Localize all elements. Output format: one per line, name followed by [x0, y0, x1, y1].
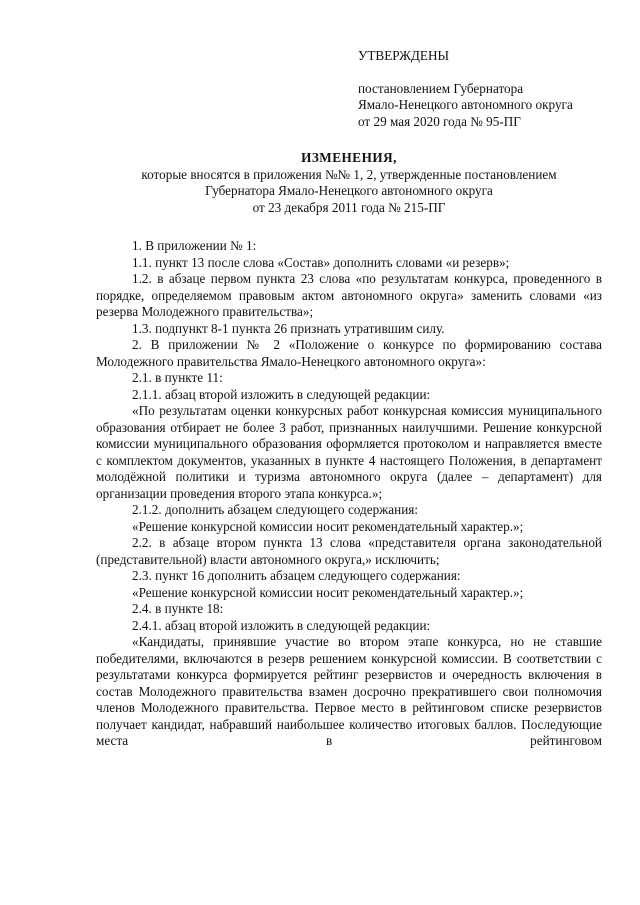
document-heading — [96, 150, 602, 216]
body-paragraph: 1. В приложении № 1: — [132, 238, 257, 253]
body-paragraph: 1.1. пункт 13 после слова «Состав» дополнить словами «и резерв»; — [132, 254, 510, 270]
document-subtitle-line: которые вносятся в приложения №№ 1, 2, утвержденные постановлением — [141, 166, 557, 182]
body-paragraph: 1.2. в абзаце первом пункта 23 слова «по результатам конкурса, проведенного в порядке, определяемом правовым актом автономного округа» заменить словами «из резерва Молодежного правительства»; — [96, 271, 602, 319]
approval-line: Ямало-Ненецкого автономного округа — [358, 97, 573, 112]
body-paragraph: 2.1.2. дополнить абзацем следующего содержания: — [132, 502, 418, 517]
approval-title: УТВЕРЖДЕНЫ — [358, 48, 450, 63]
body-paragraph: 1.3. подпункт 8-1 пункта 26 признать утратившим силу. — [132, 320, 445, 336]
approval-line: от 29 мая 2020 года № 95-ПГ — [358, 113, 521, 129]
body-paragraph: 2.1. в пункте 11: — [132, 370, 223, 385]
body-paragraph: «По результатам оценки конкурсных работ конкурсная комиссия муниципального образования отбирает не более 3 работ, признанных наилучшими. Решение конкурсной комиссии муниципального образования оформляется протоколом и направляется вместе с комплектом документов, указанных в пункте 4 настоящего Положения, в департамент молодёжной политики и туризма автономного округа (далее – департамент) для организации проведения второго этапа конкурса.»; — [96, 403, 602, 501]
body-paragraph: 2.4.1. абзац второй изложить в следующей редакции: — [132, 617, 431, 633]
body-paragraph: 2.3. пункт 16 дополнить абзацем следующего содержания: — [132, 568, 461, 583]
body-paragraph: «Решение конкурсной комиссии носит рекомендательный характер.»; — [132, 584, 524, 600]
document-body — [96, 238, 602, 750]
document-title: ИЗМЕНЕНИЯ, — [301, 150, 397, 165]
body-paragraph: «Кандидаты, принявшие участие во втором этапе конкурса, но не ставшие победителями, включаются в резерв решением конкурсной комиссии. В соответствии с результатами конкурса формируется рейтинг резервистов и очередность включения в состав Молодежного правительства взамен досрочно прекратившего свои полномочия членов Молодежного правительства. Первое место в рейтинговом списке резервистов получает кандидат, набравший наибольшее количество итоговых баллов. Последующие места в рейтинговом — [96, 634, 602, 748]
body-paragraph: 2.1.1. абзац второй изложить в следующей редакции: — [132, 386, 431, 402]
approval-block — [358, 48, 618, 130]
document-subtitle-line: от 23 декабря 2011 года № 215-ПГ — [252, 199, 446, 215]
body-paragraph: 2.2. в абзаце втором пункта 13 слова «представителя органа законодательной (представительной) власти автономного округа,» исключить; — [96, 535, 602, 567]
approval-line: постановлением Губернатора — [358, 80, 524, 96]
body-paragraph: 2. В приложении № 2 «Положение о конкурсе по формированию состава Молодежного правительства Ямало-Ненецкого автономного округа»: — [96, 337, 602, 369]
body-paragraph: «Решение конкурсной комиссии носит рекомендательный характер.»; — [132, 518, 524, 534]
document-subtitle-line: Губернатора Ямало-Ненецкого автономного округа — [205, 183, 493, 198]
body-paragraph: 2.4. в пункте 18: — [132, 601, 224, 616]
